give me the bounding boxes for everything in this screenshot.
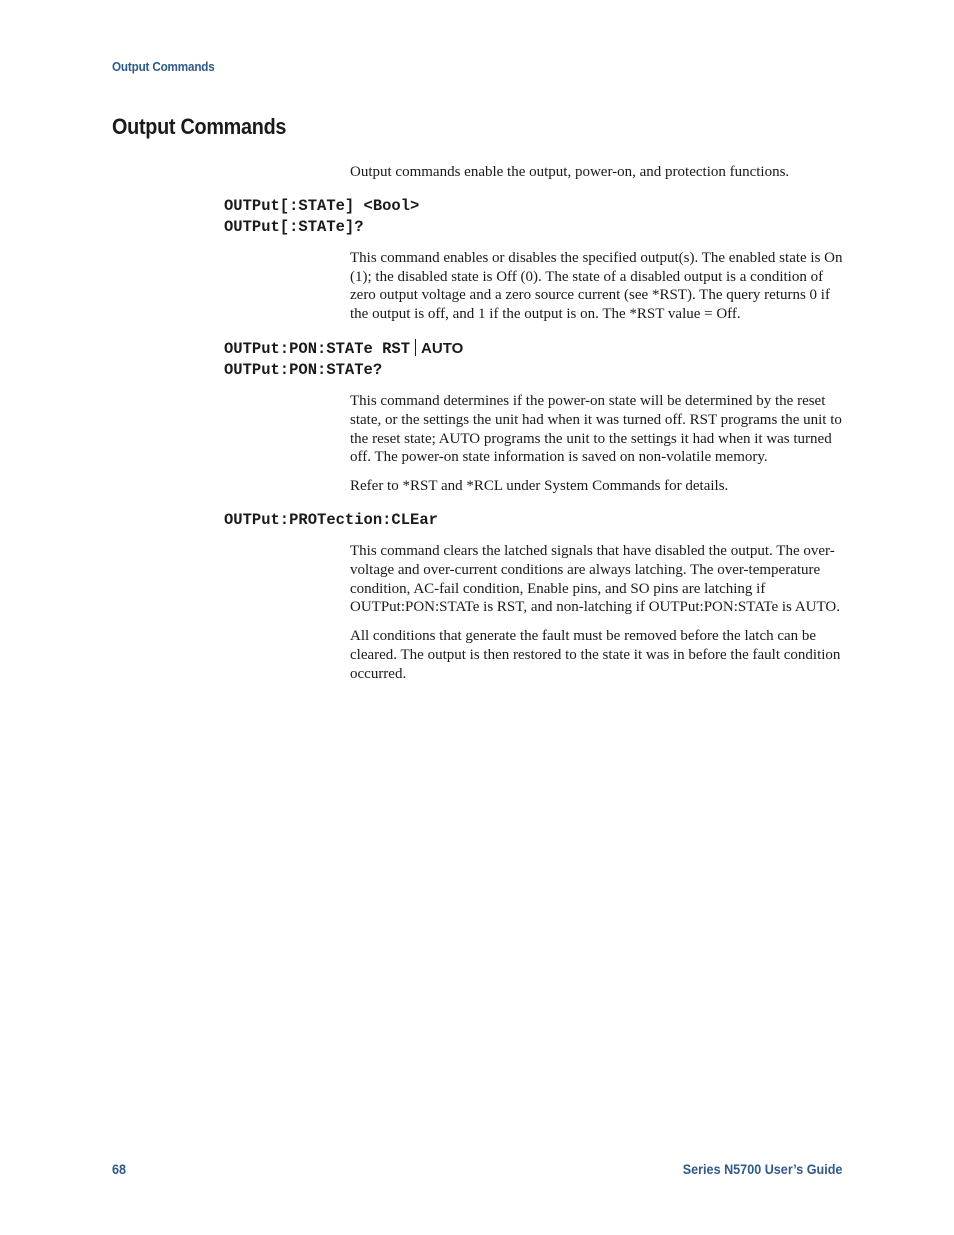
command-syntax: OUTPut:PROTection:CLEar [224, 510, 438, 529]
page-number: 68 [112, 1161, 127, 1177]
command-description: This command enables or disables the specified output(s). The enabled state is On (1); the disabled state is Off (0). The state of a disabled output is a condition of zero output voltage and a zero source current (see *RST). The query returns 0 if the output is off, and 1 if the output is on. The *RST value = Off. [350, 249, 843, 323]
command-query-syntax: OUTPut:PON:STATe? [224, 360, 383, 379]
command-query-syntax: OUTPut[:STATe]? [224, 217, 364, 236]
intro-paragraph: Output commands enable the output, power-on, and protection functions. [350, 164, 790, 180]
command-syntax-alternative: AUTO [421, 339, 464, 357]
command-reference-note: Refer to *RST and *RCL under System Commands for details. [350, 478, 729, 495]
running-header: Output Commands [112, 59, 215, 74]
or-separator [415, 339, 416, 356]
page-title: Output Commands [112, 114, 287, 139]
command-description: This command determines if the power-on state will be determined by the reset state, or the settings the unit had when it was turned off. RST programs the unit to the reset state; AUTO programs the unit to the settings it had when it was turned off. The power-on state information is saved on non-volatile memory. [350, 392, 842, 466]
command-description-continued: All conditions that generate the fault must be removed before the latch can be cleared. The output is then restored to the state it was in before the fault condition occurred. [350, 628, 841, 682]
command-syntax [224, 338, 954, 360]
command-syntax-prefix: OUTPut:PON:STATe RST [224, 339, 411, 358]
command-description: This command clears the latched signals that have disabled the output. The over-voltage and over-current conditions are always latching. The over-temperature condition, AC-fail condition, Enable pins, and SO pins are latching if OUTPut:PON:STATe is RST, and non-latching if OUTPut:PON:STATe is AUTO. [350, 542, 840, 616]
section-output-pon-state [0, 338, 954, 496]
document-body [0, 163, 954, 684]
section-output-state [0, 196, 954, 324]
section-output-protection-clear [0, 510, 954, 684]
command-syntax: OUTPut[:STATe] <Bool> [224, 196, 420, 215]
guide-title: Series N5700 User’s Guide [682, 1161, 842, 1177]
